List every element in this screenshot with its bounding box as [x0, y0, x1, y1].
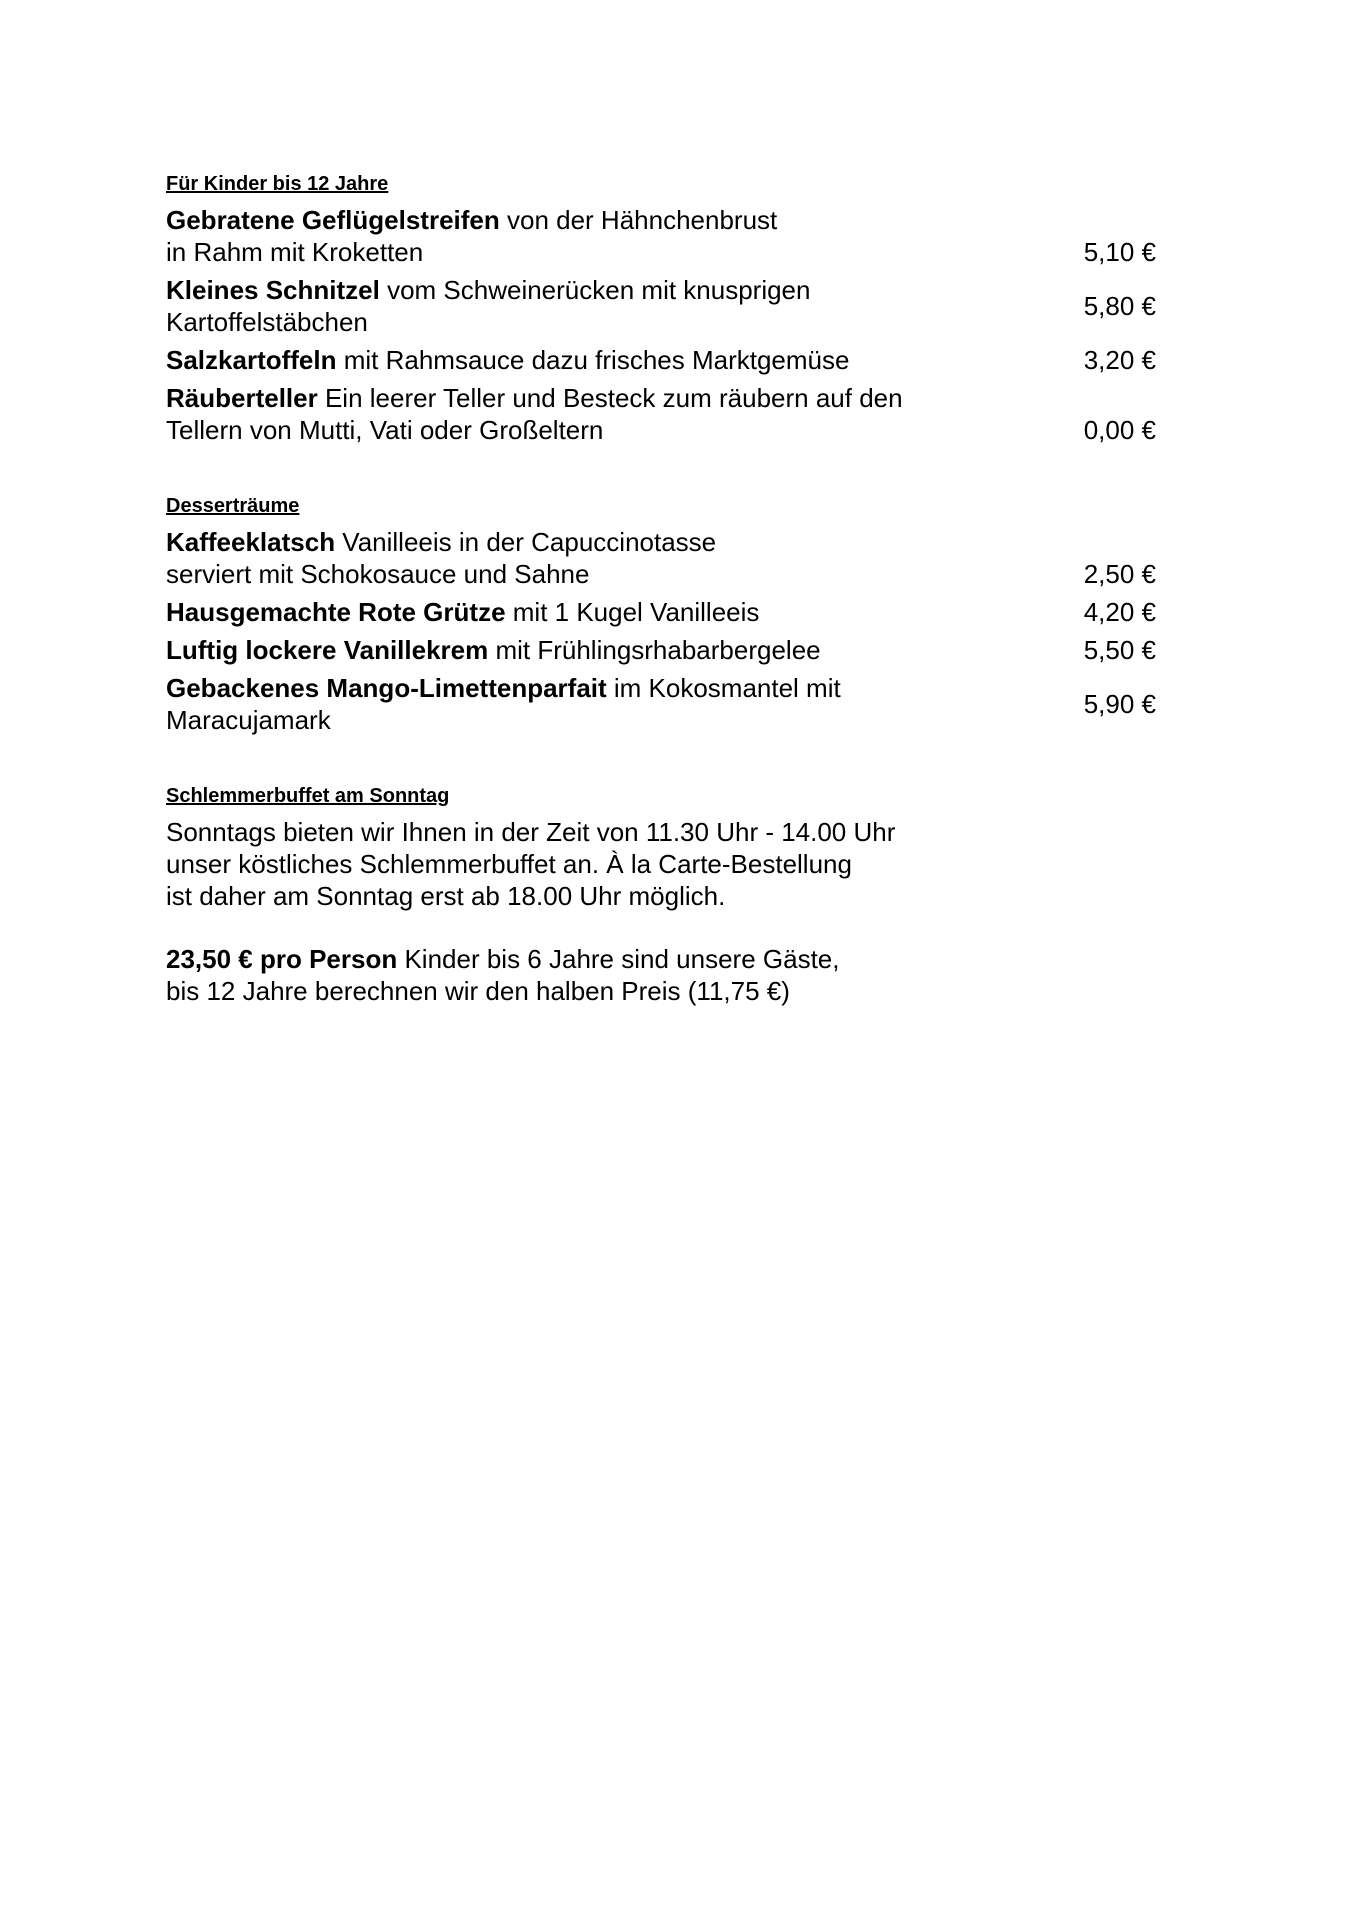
- dish-price: 5,90 €: [1083, 689, 1156, 719]
- dish-price: 2,50 €: [1083, 559, 1156, 589]
- menu-item-text: [166, 274, 996, 338]
- dish-description: Vanilleeis in der Capuccinotasse: [335, 527, 717, 557]
- menu-page: [166, 168, 1166, 1051]
- menu-item-text: [166, 672, 996, 736]
- dish-price: 3,20 €: [1083, 345, 1156, 375]
- buffet-price-info: [166, 943, 1166, 1007]
- menu-item: [166, 344, 1156, 376]
- section-title-buffet: Schlemmerbuffet am Sonntag: [166, 785, 450, 807]
- dish-name: Salzkartoffeln: [166, 345, 337, 375]
- menu-item-text: [166, 204, 996, 268]
- menu-item: [166, 672, 1156, 736]
- dish-price: 0,00 €: [1083, 415, 1156, 445]
- menu-item: [166, 634, 1156, 666]
- section-title-desserts: Desserträume: [166, 495, 300, 517]
- dish-description-line2: in Rahm mit Kroketten: [166, 237, 424, 267]
- dish-price: 4,20 €: [1083, 597, 1156, 627]
- buffet-description: [166, 816, 1166, 912]
- dish-description-line2: Maracujamark: [166, 705, 331, 735]
- dish-name: Kleines Schnitzel: [166, 275, 380, 305]
- dish-price: 5,10 €: [1083, 237, 1156, 267]
- dish-description: im Kokosmantel mit: [606, 673, 841, 703]
- buffet-kids-info: Kinder bis 6 Jahre sind unsere Gäste,: [397, 944, 840, 974]
- kids-section: [166, 168, 1166, 446]
- menu-item: [166, 382, 1156, 446]
- menu-item-text: [166, 344, 996, 376]
- menu-item: [166, 596, 1156, 628]
- buffet-line: Sonntags bieten wir Ihnen in der Zeit von 11.30 Uhr - 14.00 Uhr: [166, 817, 896, 847]
- dish-name: Kaffeeklatsch: [166, 527, 336, 557]
- buffet-line: unser köstliches Schlemmerbuffet an. À la Carte-Bestellung: [166, 849, 852, 879]
- dish-price: 5,50 €: [1083, 635, 1156, 665]
- dish-description-line2: Kartoffelstäbchen: [166, 307, 368, 337]
- dish-description: vom Schweinerücken mit knusprigen: [379, 275, 811, 305]
- menu-item-text: [166, 526, 996, 590]
- buffet-kids-info-line2: bis 12 Jahre berechnen wir den halben Preis (11,75 €): [166, 976, 790, 1006]
- menu-item-text: [166, 634, 996, 666]
- menu-item: [166, 204, 1156, 268]
- dish-name: Gebratene Geflügelstreifen: [166, 205, 500, 235]
- dish-description-line2: Tellern von Mutti, Vati oder Großeltern: [166, 415, 604, 445]
- dish-description: Ein leerer Teller und Besteck zum räubern auf den: [317, 383, 903, 413]
- section-title-kids: Für Kinder bis 12 Jahre: [166, 173, 389, 195]
- dish-name: Räuberteller: [166, 383, 318, 413]
- dish-description: mit Rahmsauce dazu frisches Marktgemüse: [336, 345, 850, 375]
- menu-item-text: [166, 382, 996, 446]
- buffet-section: [166, 780, 1166, 1007]
- desserts-section: [166, 490, 1166, 736]
- menu-item: [166, 274, 1156, 338]
- dish-description-line2: serviert mit Schokosauce und Sahne: [166, 559, 590, 589]
- buffet-line: ist daher am Sonntag erst ab 18.00 Uhr möglich.: [166, 881, 726, 911]
- dish-description: mit Frühlingsrhabarbergelee: [488, 635, 821, 665]
- menu-item-text: [166, 596, 996, 628]
- dish-description: mit 1 Kugel Vanilleeis: [505, 597, 760, 627]
- dish-name: Luftig lockere Vanillekrem: [166, 635, 489, 665]
- menu-item: [166, 526, 1156, 590]
- buffet-price: 23,50 € pro Person: [166, 944, 398, 974]
- dish-price: 5,80 €: [1083, 291, 1156, 321]
- dish-name: Hausgemachte Rote Grütze: [166, 597, 506, 627]
- dish-name: Gebackenes Mango-Limettenparfait: [166, 673, 607, 703]
- dish-description: von der Hähnchenbrust: [499, 205, 778, 235]
